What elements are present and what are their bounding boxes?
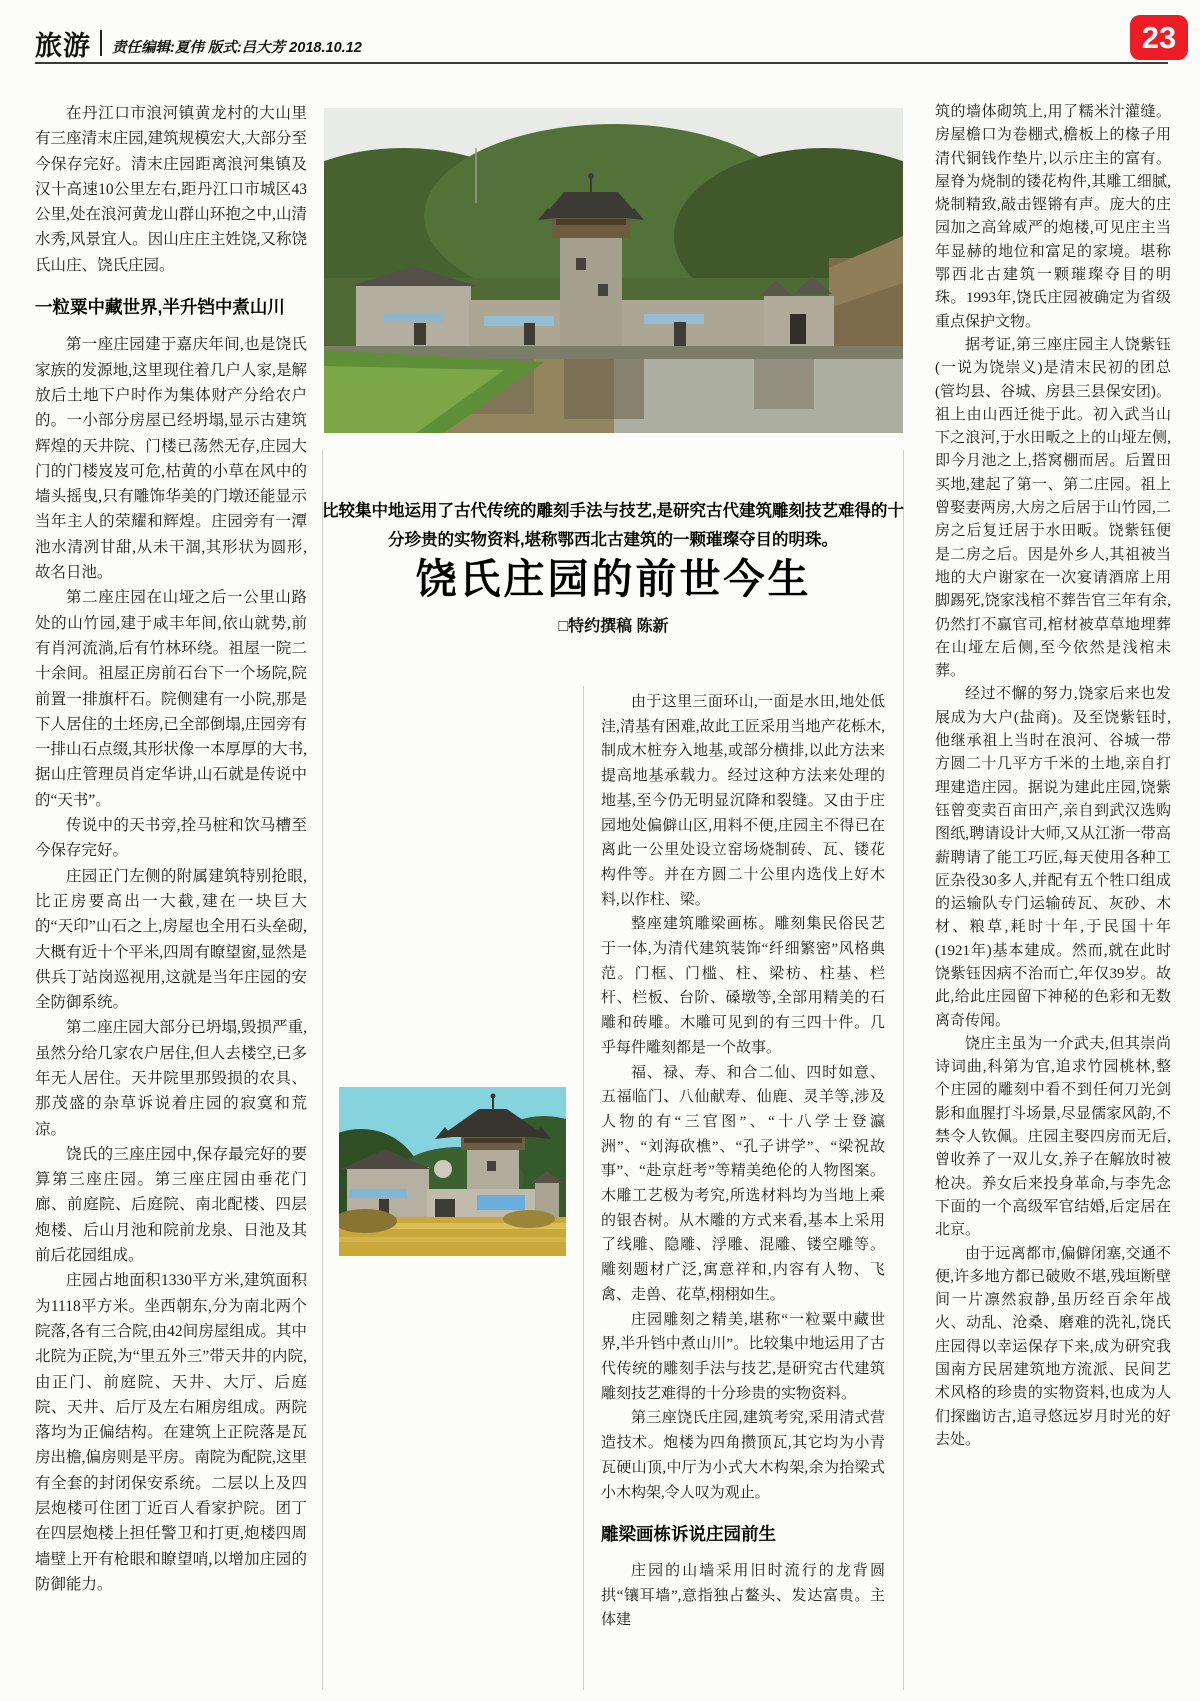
center-column	[601, 690, 885, 1633]
manor-pond-illustration	[324, 108, 903, 433]
paragraph: 传说中的天书旁,拴马桩和饮马槽至今保存完好。	[35, 817, 307, 860]
paragraph: 庄园雕刻之精美,堪称“一粒粟中藏世界,半升铛中煮山川”。比较集中地运用了古代传统的雕刻手法与技艺,是研究古代建筑雕刻技艺难得的十分珍贵的实物资料。	[601, 1311, 885, 1402]
left-column	[35, 101, 307, 1597]
paragraph: 庄园正门左侧的附属建筑特别抢眼,比正房要高出一大截,建在一块巨大的“天印”山石之上,房屋也全用石头垒砌,大概有近十个平米,四周有瞭望窗,显然是供兵丁站岗巡视用,这就是当年庄园的安全防御系统。	[35, 867, 307, 1012]
paragraph: 第二座庄园大部分已坍塌,毁损严重,虽然分给几家农户居住,但人去楼空,已多年无人居住。天井院里那毁损的农具、那茂盛的杂草诉说着庄园的寂寞和荒凉。	[35, 1019, 307, 1138]
section-title: 旅游	[35, 31, 91, 61]
paragraph: 饶氏的三座庄园中,保存最完好的要算第三座庄园。第三座庄园由垂花门廊、前庭院、后庭院、南北配楼、四层炮楼、后山月池和院前龙泉、日池及其前后花园组成。	[35, 1145, 307, 1265]
paragraph: 由于这里三面环山,一面是水田,地处低洼,清基有困难,故此工匠采用当地产花栎木,制成木桩夯入地基,或部分横排,以此方法来提高地基承载力。经过这种方法来处理的地基,至今仍无明显沉降和裂缝。又由于庄园地处偏僻山区,用料不便,庄园主不得已在离此一公里处设立窑场烧制砖、瓦、镂花构件等。并在方圆二十公里内选伐上好木料,以作柱、梁。	[601, 694, 885, 908]
right-paragraph-continuation: 筑的墙体砌筑上,用了糯米汁灌缝。房屋檐口为卷棚式,檐板上的椽子用清代铜钱作垫片,以示庄主的富有。屋脊为烧制的镂花构件,其雕工细腻,烧制精致,敲击铿锵有声。庞大的庄园加之高耸威严的炮楼,可见庄主当年显赫的地位和富足的家境。堪称鄂西北古建筑一颗璀璨夺目的明珠。1993年,饶氏庄园被确定为省级重点保护文物。	[935, 104, 1171, 330]
manor-pond-photo	[324, 108, 903, 433]
left-paragraphs	[35, 332, 307, 1597]
paragraph: 第二座庄园在山垭之后一公里山路处的山竹园,建于咸丰年间,依山就势,前有肖河流淌,后有竹林环绕。祖屋一院二十余间。祖屋正房前石台下一个场院,院前置一排旗杆石。院侧建有一小院,那是下人居住的土坯房,已全部倒塌,庄园旁有一排山石点缀,其形状像一本厚厚的大书,据山庄管理员肖定华讲,山石就是传说中的“天书”。	[35, 589, 307, 809]
right-paragraphs	[935, 334, 1171, 1452]
paragraph: 第三座饶氏庄园,建筑考究,采用清式营造技术。炮楼为四角攒顶瓦,其它均为小青瓦硬山顶,中厅为小式大木构架,余为抬梁式小木构架,令人叹为观止。	[601, 1410, 885, 1501]
paragraph: 经过不懈的努力,饶家后来也发展成为大户(盐商)。及至饶紫钰时,他继承祖上当时在浪河、谷城一带方圆二十几平方千米的土地,亲自打理建造庄园。据说为建此庄园,饶紫钰曾变卖百亩田产,亲自到武汉选购图纸,聘请设计大师,又从江浙一带高薪聘请了能工巧匠,每天使用各种工匠杂役30多人,并配有五个牲口组成的运输队专门运输砖瓦、灰砂、木材、粮草,耗时十年,于民国十年(1921年)基本建成。然而,就在此时饶紫钰因病不治而亡,年仅39岁。故此,给此庄园留下神秘的色彩和无数离奇传闻。	[935, 686, 1171, 1029]
header-rule	[35, 62, 1168, 64]
article-headline: 饶氏庄园的前世今生	[415, 556, 812, 602]
watchtower-illustration	[339, 1087, 566, 1256]
paragraph: 整座建筑雕梁画栋。雕刻集民俗民艺于一体,为清代建筑装饰“纤细繁密”风格典范。门框、门槛、柱、梁枋、柱基、栏杆、栏板、台阶、磉墩等,全部用精美的石雕和砖雕。木雕可见到的有三四十件。几乎每件雕刻都是一个故事。	[601, 916, 885, 1056]
editor-line: 责任编辑:夏伟 版式:吕大芳 2018.10.12	[112, 40, 362, 56]
paragraph: 饶庄主虽为一介武夫,但其崇尚诗词曲,科第为官,追求竹园桃林,整个庄园的雕刻中看不到任何刀光剑影和血腥打斗场景,尽显儒家风韵,不禁令人钦佩。庄园主娶四房而无后,曾收养了一双儿女,养子在解放时被枪决。养女后来投身革命,与李先念下面的一个高级军官结婚,后定居在北京。	[935, 1035, 1171, 1239]
paragraph: 福、禄、寿、和合二仙、四时如意、五福临门、八仙献寿、仙鹿、灵羊等,涉及人物的有“三官图”、“十八学士登瀛洲”、“刘海砍樵”、“孔子讲学”、“梁祝故事”、“赴京赶考”等精美绝伦的人物图案。木雕工艺极为考究,所选材料均为当地上乘的银杏树。从木雕的方式来看,基本上采用了线雕、隐雕、浮雕、混雕、镂空雕等。雕刻题材广泛,寓意祥和,内容有人物、飞禽、走兽、花草,栩栩如生。	[601, 1064, 885, 1303]
page-number-badge: 23	[1130, 15, 1188, 60]
watchtower-photo	[339, 1087, 566, 1256]
article-byline: □特约撰稿 陈新	[558, 618, 669, 635]
column-rule-left	[322, 450, 323, 1690]
right-column	[935, 101, 1171, 1452]
paragraph: 据考证,第三座庄园主人饶紫钰(一说为饶崇义)是清末民初的团总(管均县、谷城、房县三县保安团)。祖上由山西迁徙于此。初入武当山下之浪河,于水田畈之上的山垭左侧,即今月池之上,搭窝棚而居。后置田买地,建起了第一、第二庄园。祖上曾娶妻两房,大房之后居于山竹园,二房之后复迁居于水田畈。饶紫钰便是二房之后。因是外乡人,其祖被当地的大户谢家在一次宴请酒席上用脚踢死,饶家浅棺不葬告官三年有余,仍然打不赢官司,棺材被草草地埋葬在山垭左后侧,至今依然是浅棺未葬。	[935, 336, 1171, 680]
header-divider	[100, 30, 102, 56]
left-paragraph-1: 在丹江口市浪河镇黄龙村的大山里有三座清末庄园,建筑规模宏大,大部分至今保存完好。清末庄园距离浪河集镇及汉十高速10公里左右,距丹江口市城区43公里,处在浪河黄龙山群山环抱之中,山清水秀,风景宜人。因山庄庄主姓饶,又称饶氏山庄、饶氏庄园。	[35, 105, 307, 274]
column-rule-right	[903, 450, 904, 1690]
center-paragraphs-after	[601, 1559, 885, 1633]
paragraph: 庄园的山墙采用旧时流行的龙背圆拱“镶耳墙”,意指独占鳌头、发达富贵。主体建	[601, 1562, 885, 1629]
intro-deck: 比较集中地运用了古代传统的雕刻手法与技艺,是研究古代建筑雕刻技艺难得的十分珍贵的实物资料,堪称鄂西北古建筑的一颗璀璨夺目的明珠。	[321, 502, 905, 549]
center-subheading: 雕梁画栋诉说庄园前生	[601, 1524, 776, 1545]
paragraph: 庄园占地面积1330平方米,建筑面积为1118平方米。坐西朝东,分为南北两个院落,各有三合院,由42间房屋组成。其中北院为正院,为“里五外三”带天井的内院,由正门、前庭院、天井、大厅、后庭院、天井、后厅及左右厢房组成。两院落均为正偏结构。在建筑上正院落是瓦房出檐,偏房则是平房。南院为配院,这里有全套的封闭保安系统。二层以上及四层炮楼可住团丁近百人看家护院。团丁在四层炮楼上担任警卫和打更,炮楼四周墙壁上开有枪眼和瞭望哨,以增加庄园的防御能力。	[35, 1272, 307, 1593]
column-rule-center	[583, 686, 584, 1690]
paragraph: 第一座庄园建于嘉庆年间,也是饶氏家族的发源地,这里现住着几户人家,是解放后土地下户时作为集体财产分给农户的。一小部分房屋已经坍塌,显示古建筑辉煌的天井院、门楼已荡然无存,庄园大门的门楼岌岌可危,枯黄的小草在风中的墙头摇曳,只有雕饰华美的门墩还能显示当年主人的荣耀和辉煌。庄园旁有一潭池水清冽甘甜,从未干涸,其形状为圆形,故名日池。	[35, 336, 307, 582]
center-paragraphs	[601, 690, 885, 1505]
left-subheading: 一粒粟中藏世界,半升铛中煮山川	[35, 297, 285, 318]
paragraph: 由于远离都市,偏僻闭塞,交通不便,许多地方都已破败不堪,残垣断壁间一片凛然寂静,虽历经百余年战火、动乱、沧桑、磨难的洗礼,饶氏庄园得以幸运保存下来,成为研究我国南方民居建筑地方流派、民间艺术风格的珍贵的实物资料,也成为人们探幽访古,追寻悠远岁月时光的好去处。	[935, 1245, 1171, 1448]
